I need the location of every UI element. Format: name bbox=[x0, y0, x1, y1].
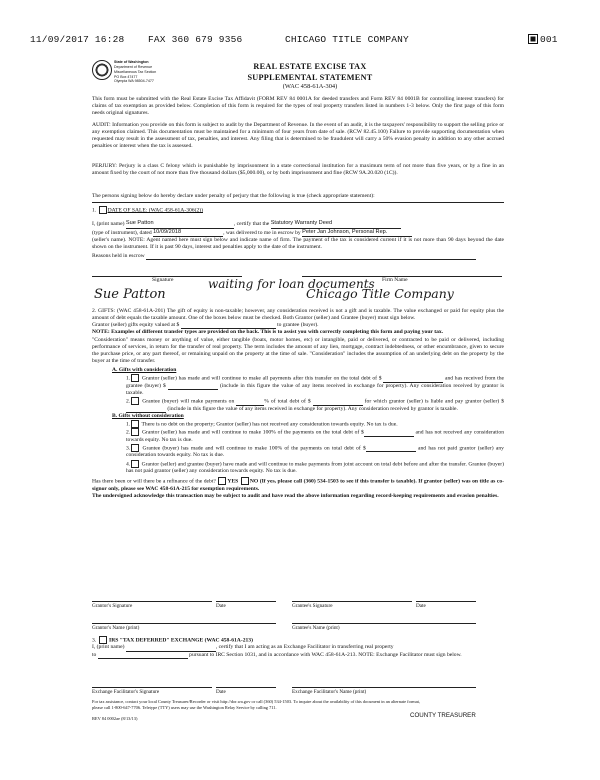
agency-line: Miscellaneous Tax Section bbox=[114, 69, 157, 74]
grantor-date-line[interactable]: Date bbox=[216, 601, 276, 610]
gift-b1-text: There is no debt on the property; Grantor (seller) has not received any consideration towards equity. No tax is due. bbox=[141, 421, 398, 428]
dated-field[interactable]: 10/09/2018 bbox=[153, 229, 223, 237]
gift-a1-checkbox[interactable] bbox=[131, 374, 139, 382]
exchange-checkbox[interactable] bbox=[99, 636, 107, 644]
county-treasurer-label: COUNTY TREASURER bbox=[410, 712, 476, 719]
reasons-handwriting: waiting for loan documents bbox=[208, 277, 375, 291]
grantee-name-line[interactable]: Grantee's Name (print) bbox=[292, 623, 476, 632]
facilitator-name-label: I, (print name) bbox=[92, 644, 125, 651]
section-tax-deferred-exchange bbox=[92, 636, 504, 659]
date-of-sale-note: (seller's name). NOTE: Agent named here must sign below and indicate name of firm. The payment of the tax is considered current if it is not more than 90 days beyond the date shown on the instrument. If it is past 90 days, interest and penalties apply to the date of the instrument. bbox=[92, 236, 504, 250]
exchange-signature-row bbox=[92, 680, 504, 696]
print-name-label: I, (print name) bbox=[92, 221, 125, 228]
refinance-yes-label: YES bbox=[227, 478, 239, 485]
attest-statement: The persons signing below do hereby declare under penalty of perjury that the following is true (check appropriate statement): bbox=[92, 193, 504, 203]
transfer-to-label: to bbox=[92, 651, 97, 658]
agency-line: State of Washington bbox=[114, 60, 149, 64]
title-line-3: (WAC 458-61A-304) bbox=[282, 83, 338, 90]
gift-b2-text: Grantor (seller) has made and will continue to make 100% of the payments on the total debt of $ bbox=[141, 429, 364, 436]
reasons-label: Reasons held in escrow bbox=[92, 253, 145, 260]
gift-a2-post: (include in this figure the value of any items received in exchange for property). Any consideration received by grantor is taxable. bbox=[167, 405, 458, 412]
acknowledgement: The undersigned acknowledge this transaction may be subject to audit and have read the above information regarding record-keeping requirements and evasion penalties. bbox=[92, 492, 499, 499]
gift-b2-debt-field[interactable] bbox=[364, 436, 414, 437]
title-line-1: REAL ESTATE EXCISE TAX bbox=[253, 62, 367, 71]
gifts-with-consideration-heading: A. Gifts with consideration bbox=[112, 367, 177, 374]
equity-post-label: to grantee (buyer). bbox=[277, 322, 319, 329]
gift-b3-text: Grantee (buyer) has made and will continue to make 100% of the payments on total debt of $ bbox=[142, 445, 366, 452]
section-date-of-sale bbox=[92, 206, 504, 285]
facilitator-date-line[interactable]: Date bbox=[216, 687, 276, 696]
firm-name-label: Firm Name bbox=[382, 277, 408, 284]
section-3-label: IRS "TAX DEFERRED" EXCHANGE (WAC 458-61A-213) bbox=[109, 637, 253, 644]
signature-label: Signature bbox=[152, 277, 174, 284]
section-3-number: 3. bbox=[92, 637, 97, 644]
transfer-to-field[interactable] bbox=[98, 658, 188, 659]
intro-paragraph: This form must be submitted with the Real Estate Excise Tax Affidavit (FORM REV 84 0001A for deeded transfers and Form REV 84 0001B for controlling interest transfers) for claims of tax exemption as provided below. Completion of this form is required for the types of real property transfers listed in numbers 1-3 below. Only the first page of this form needs original signatures. bbox=[92, 96, 504, 117]
print-name-field[interactable]: Sue Patton bbox=[126, 220, 234, 228]
gift-b2-post: and has not received any consideration towards equity. No tax is due. bbox=[126, 429, 505, 443]
gift-b4-text: Grantor (seller) and grantee (buyer) have made and will continue to make payments from joint account on total debt before and after the transfer. Grantee (buyer) has not paid grantor (seller) any consideration towards equity. No tax is due. bbox=[126, 460, 504, 474]
section-1-label: DATE OF SALE: (WAC 458-61A-306(2)) bbox=[107, 207, 203, 214]
gift-b3-post: and has not paid grantor (seller) any consideration towards equity. No tax is due. bbox=[126, 445, 504, 459]
gift-a1-received-field[interactable] bbox=[168, 389, 218, 390]
gift-a2-mid2: for which grantor (seller) is liable and pay grantor (seller) $ bbox=[364, 398, 504, 405]
gift-a2-text: Grantee (buyer) will make payments on bbox=[142, 398, 235, 405]
refinance-no-label: NO bbox=[249, 478, 259, 485]
consideration-definition: "Consideration" means money or anything of value, either tangible (boats, motor homes, etc) or intangible, paid or delivered, or contracted to be paid or delivered, including performance of services, in return for the transfer of real property. The term includes the amount of any lien, mortgage, contract indebtedness, or other encumbrance, given to secure the purchase price, or any part thereof, or remaining unpaid on the property at the time of sale. "Consideration" includes the assumption of an underlying debt on the property by the buyer at the time of transfer. bbox=[92, 336, 504, 365]
grantor-name-line[interactable]: Grantor's Name (print) bbox=[92, 623, 276, 632]
gift-b3-checkbox[interactable] bbox=[131, 444, 139, 452]
fax-page-icon bbox=[528, 34, 538, 47]
gift-b2-checkbox[interactable] bbox=[131, 428, 139, 436]
fax-datetime: 11/09/2017 16:28 bbox=[30, 34, 125, 45]
gift-name-row bbox=[92, 616, 504, 632]
gifts-without-consideration-heading: B. Gifts without consideration bbox=[112, 412, 184, 419]
agency-line: Olympia WA 98504-7477 bbox=[114, 79, 154, 84]
facilitator-certify: , certify that I am acting as an Exchange Facilitator in transferring real property bbox=[215, 644, 394, 651]
gift-a1-mid: and has received from the grantee (buyer) $ bbox=[126, 375, 505, 389]
refinance-no-checkbox[interactable] bbox=[241, 477, 249, 485]
title-line-2: SUPPLEMENTAL STATEMENT bbox=[247, 72, 373, 82]
grantor-signature-line[interactable]: Grantor's Signature bbox=[92, 601, 212, 610]
gift-a1-post: (include in this figure the value of any items received in exchange for property). Any consideration received by grantor is taxable. bbox=[126, 382, 505, 396]
fax-company: CHICAGO TITLE COMPANY bbox=[285, 34, 409, 45]
perjury-paragraph: PERJURY: Perjury is a class C felony which is punishable by imprisonment in a state correctional institution for a maximum term of not more than five years, or by a fine in an amount fixed by the court of not more than five thousand dollars ($5,000.00), or by both imprisonment and fine (RCW 9A.20.020 (1C)). bbox=[92, 163, 504, 177]
gift-signature-row bbox=[92, 594, 504, 610]
gift-b4-checkbox[interactable] bbox=[131, 460, 139, 468]
gifts-note: NOTE: Examples of different transfer types are provided on the back. This is to assist you with correctly completing this form and paying your tax. bbox=[92, 329, 444, 336]
form-id: REV 84 0002ae (8/13/13) bbox=[92, 716, 138, 721]
audit-paragraph: AUDIT: Information you provide on this form is subject to audit by the Department of Revenue. In the event of an audit, it is the taxpayers' responsibility to support the selling price or any exemption claimed. This documentation must be maintained for a minimum of four years from date of sale. (RCW 82.45.100) Failure to provide supporting documentation when requested may result in the assessment of tax, penalties, and interest. Any filing that is determined to be fraudulent will carry a 50% evasion penalty in addition to any other accrued penalties or interest when the tax is assessed. bbox=[92, 122, 504, 150]
agency-address bbox=[114, 60, 194, 84]
exchange-note: pursuant to IRC Section 1031, and in accordance with WAC 458-61A-213. NOTE: Exchange Facilitator must sign below. bbox=[189, 651, 462, 658]
refinance-question: Has there been or will there be a refinance of the debt? bbox=[92, 478, 216, 485]
assistance-footer: For tax assistance, contact your local County Treasurer/Recorder or visit http://dor.wa.gov or call (360) 534-1503. To inquire about the availability of this document in an alternate format, please call 1-800-647-7706. Teletype (TTY) users may use the Washington Relay Service by calling 711. bbox=[92, 699, 420, 710]
fax-page-number: 001 bbox=[540, 34, 558, 45]
facilitator-signature-line[interactable]: Exchange Facilitator's Signature bbox=[92, 687, 212, 696]
grantee-signature-line[interactable]: Grantee's Signature bbox=[292, 601, 412, 610]
gift-a1-text: Grantor (seller) has made and will continue to make all payments after this transfer on the total debt of $ bbox=[141, 375, 382, 382]
instrument-dated-label: (type of instrument), dated bbox=[92, 229, 152, 236]
fax-number: FAX 360 679 9356 bbox=[148, 34, 243, 45]
instrument-type-field[interactable]: Statutory Warranty Deed bbox=[271, 220, 401, 228]
seller-name-field[interactable]: Peter Jan Johnson, Personal Rep. bbox=[302, 229, 412, 237]
gift-b1-checkbox[interactable] bbox=[131, 420, 139, 428]
gifts-heading: 2. GIFTS: (WAC 458-61A-201) The gift of equity is non-taxable; however, any consideration received is not a gift and is taxable. The value exchanged or paid for equity plus the amount of debt equals the taxable amount. One of the boxes below must be checked. Both Grantor (seller) and Grantee (buyer) must sign below. bbox=[92, 308, 504, 322]
grantee-date-line[interactable]: Date bbox=[416, 601, 476, 610]
gift-a2-checkbox[interactable] bbox=[131, 397, 139, 405]
signature-handwriting: Sue Patton bbox=[94, 287, 166, 302]
date-of-sale-checkbox[interactable] bbox=[99, 206, 107, 214]
refinance-note: (If yes, please call (360) 534-1503 to see if this transfer is taxable). If grantor (seller) was on title as co-signor only, please see WAC 458-61A-215 for exemption requirements. bbox=[92, 478, 504, 492]
gift-b3-debt-field[interactable] bbox=[366, 451, 416, 452]
facilitator-print-line[interactable]: Exchange Facilitator's Name (print) bbox=[292, 687, 476, 696]
section-1-number: 1. bbox=[92, 207, 98, 214]
section-gifts: 2. GIFTS: (WAC 458-61A-201) The gift of equity is non-taxable; however, any consideration received is not a gift and is taxable. The value exchanged or paid for equity plus the amount of debt equals the taxable amount. One of the boxes below must be checked. Both Grantor (seller) and Grantee (buyer) must sign below. Grantor (seller) gifts equity valued at $ to grantee (buyer). NOTE: Examples of different transfer types are provided on the back. This is to assist you with correctly completing this form and paying your tax. "Consideration" means money or anything of value, either tangible (boats, motor homes, etc) or intangible, paid or delivered, or contracted to be paid or delivered, including performance of services, in return for the transfer of real property. The term includes the amount of any lien, mortgage, contract indebtedness, or other encumbrance, given to secure the purchase price, or any part thereof, or remaining unpaid on the property at the time of sale. "Consideration" includes the assumption of an underlying debt on the property by the buyer at the time of transfer. A. Gifts with consideration 1. Grantor (seller) has made and will continue to make all payments after this transfer on the total debt of $ and has received from the grantee (buyer) $ (include in this figure the value of any items received in exchange for property). Any consideration received by grantor is taxable. 2. Grantee (buyer) will make payments on % of total debt of $ for which grantor (seller) is liable and pay grantor (seller) $ (include in this figure the value of any items received in exchange for property). Any consideration received by grantor is taxable. B. Gifts without consideration 1. There is no debt on the property; Grantor (seller) has not received any consideration towards equity. No tax is due. 2. Grantor (seller) has made and will continue to make 100% of the payments on the total debt of $ and has not received any consideration towards equity. No tax is due. 3. Grantee (buyer) has made and will continue to make 100% of the payments on total debt of $ and has not paid grantor (seller) any consideration towards equity. No tax is due. 4. Grantor (seller) and grantee (buyer) have made and will continue to make payments from joint account on total debt before and after the transfer. Grantee (buyer) has not paid grantor (seller) any consideration towards equity. No tax is due. Has there been or will there be a refinance of the debt? YES NO (If yes, please call (360) 534-1503 to see if this transfer is taxable). If grantor (seller) was on title as co-signor only, please see WAC 458-61A-215 for exemption requirements. The undersigned acknowledge this transaction may be subject to audit and have read the above information regarding record-keeping requirements and evasion penalties. bbox=[92, 308, 505, 499]
washington-seal-icon bbox=[92, 60, 112, 80]
form-title bbox=[220, 62, 400, 91]
equity-label: Grantor (seller) gifts equity valued at $ bbox=[92, 322, 180, 329]
reasons-field[interactable] bbox=[146, 259, 476, 260]
agency-line: PO Box 47477 bbox=[114, 74, 138, 79]
agency-line: Department of Revenue bbox=[114, 64, 153, 69]
agency-block bbox=[92, 58, 202, 94]
gift-a2-mid: % of total debt of $ bbox=[264, 398, 311, 405]
certify-label: , certify that the bbox=[233, 221, 270, 228]
refinance-yes-checkbox[interactable] bbox=[218, 477, 226, 485]
firm-handwriting: Chicago Title Company bbox=[306, 286, 454, 301]
delivered-label: , was delivered to me in escrow by bbox=[223, 229, 301, 236]
